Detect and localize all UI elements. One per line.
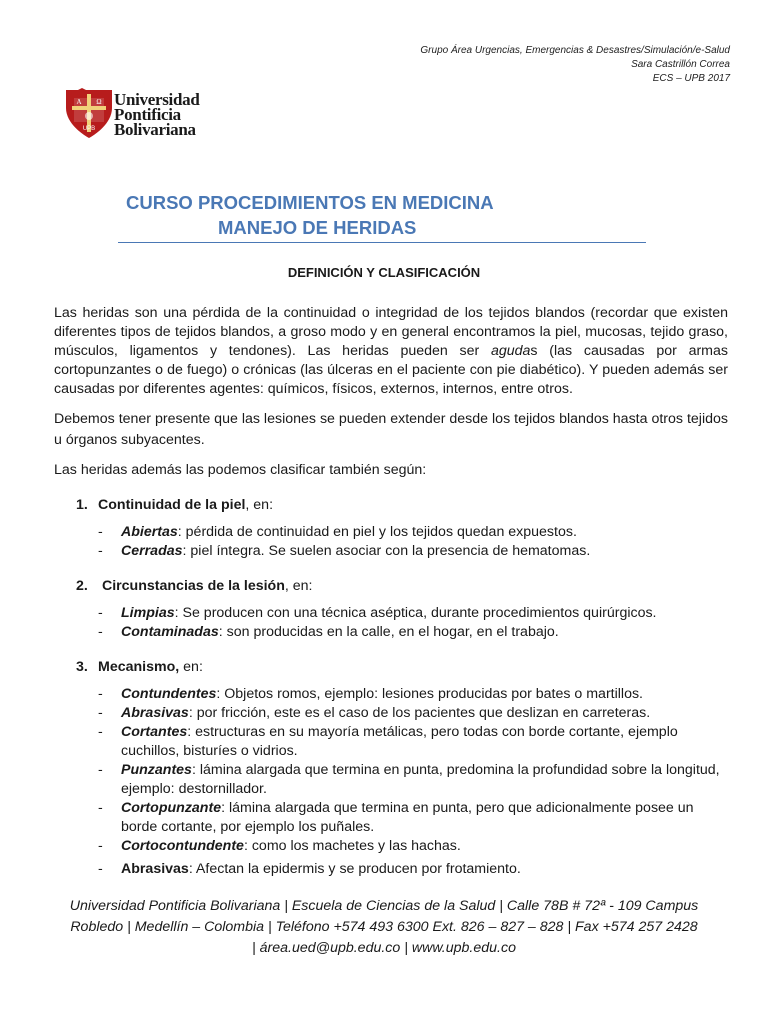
list-text: : son producidas en la calle, en el hogar, en el trabajo. bbox=[218, 624, 559, 640]
footer-line-1: Universidad Pontificia Bolivariana | Escuela de Ciencias de la Salud | Calle 78B # 72ª - 109 Campus bbox=[69, 898, 699, 914]
list-term: Cortocontundente bbox=[121, 838, 244, 854]
document-footer bbox=[44, 896, 724, 959]
shield-top-right: Ω bbox=[96, 98, 102, 106]
header-institution-line: ECS – UPB 2017 bbox=[652, 73, 730, 84]
list-term: Abrasivas bbox=[121, 861, 189, 877]
shield-bottom: UPB bbox=[82, 126, 96, 132]
item-number: 2. bbox=[76, 578, 88, 594]
intro-paragraph bbox=[54, 304, 728, 399]
course-title bbox=[126, 190, 646, 240]
numbered-heading bbox=[54, 658, 728, 677]
extension-paragraph: Debemos tener presente que las lesiones se pueden extender desde los tejidos blandos hasta otros tejidos u órganos subyacentes. bbox=[54, 411, 728, 448]
item-number: 1. bbox=[76, 497, 88, 513]
list-text: : por fricción, este es el caso de los pacientes que deslizan en carreteras. bbox=[188, 705, 651, 721]
list-item bbox=[54, 542, 728, 561]
list-term: Cortantes bbox=[121, 724, 188, 740]
list-text: : Objetos romos, ejemplo: lesiones producidas por bates o martillos. bbox=[216, 686, 643, 702]
intro-text-b: s (las causadas por armas cortopunzantes o de fuego) o crónicas (las úlceras en el paciente con pie diabético). Y pueden además ser causadas por diferentes agentes: químicos, físicos, externos, internos, entre otros. bbox=[54, 343, 728, 397]
list-text: : estructuras en su mayoría metálicas, pero todas con borde cortante, ejemplo cuchillos, bisturíes o vidrios. bbox=[121, 724, 678, 759]
footer-line-3: | área.ued@upb.edu.co | www.upb.edu.co bbox=[252, 940, 516, 956]
list-item bbox=[54, 704, 728, 723]
bullet-list bbox=[54, 523, 728, 561]
item-label: Continuidad de la piel bbox=[98, 497, 246, 513]
list-text: : como los machetes y las hachas. bbox=[243, 838, 461, 854]
list-text: : Se producen con una técnica aséptica, durante procedimientos quirúrgicos. bbox=[174, 605, 657, 621]
list-text: : pérdida de continuidad en piel y los tejidos quedan expuestos. bbox=[177, 524, 577, 540]
course-title-line-2: MANEJO DE HERIDAS bbox=[218, 217, 417, 238]
classification-section-3 bbox=[54, 658, 728, 879]
intro-emphasis: aguda bbox=[490, 343, 531, 359]
title-divider bbox=[118, 242, 646, 243]
list-text: : Afectan la epidermis y se producen por frotamiento. bbox=[188, 861, 521, 877]
list-item bbox=[54, 604, 728, 623]
bullet-list bbox=[54, 685, 728, 879]
document-body bbox=[54, 304, 728, 879]
list-text: : piel íntegra. Se suelen asociar con la presencia de hematomas. bbox=[182, 543, 591, 559]
list-item bbox=[54, 685, 728, 704]
numbered-heading bbox=[54, 577, 728, 596]
list-term: Abrasivas bbox=[121, 705, 189, 721]
header-author-line: Sara Castrillón Correa bbox=[631, 59, 730, 70]
logo-line-2: Pontificia bbox=[114, 105, 181, 124]
document-header bbox=[420, 44, 730, 86]
list-item bbox=[54, 799, 728, 837]
list-text: : lámina alargada que termina en punta, predomina la profundidad sobre la longitud, ejemplo: destornillador. bbox=[121, 762, 720, 797]
list-item bbox=[54, 761, 728, 799]
item-label: Circunstancias de la lesión bbox=[101, 578, 285, 594]
list-item bbox=[54, 860, 728, 879]
numbered-heading bbox=[54, 496, 728, 515]
list-term: Contaminadas bbox=[121, 624, 219, 640]
classification-paragraph: Las heridas además las podemos clasificar también según: bbox=[54, 462, 427, 478]
logo-wordmark bbox=[114, 92, 200, 137]
classification-section-2 bbox=[54, 577, 728, 642]
list-term: Cortopunzante bbox=[121, 800, 222, 816]
list-term: Limpias bbox=[121, 605, 175, 621]
item-suffix: , en: bbox=[245, 497, 274, 513]
item-suffix: , en: bbox=[284, 578, 313, 594]
university-logo bbox=[64, 88, 224, 140]
section-heading: DEFINICIÓN Y CLASIFICACIÓN bbox=[287, 265, 481, 280]
list-text: : lámina alargada que termina en punta, pero que adicionalmente posee un borde cortante, por ejemplo los puñales. bbox=[121, 800, 694, 835]
list-item bbox=[54, 623, 728, 642]
list-item bbox=[54, 837, 728, 856]
item-suffix: en: bbox=[179, 659, 203, 675]
list-item bbox=[54, 523, 728, 542]
shield-top-left: A bbox=[76, 98, 82, 106]
classification-section-1 bbox=[54, 496, 728, 561]
item-label: Mecanismo, bbox=[98, 659, 180, 675]
list-term: Contundentes bbox=[121, 686, 217, 702]
item-number: 3. bbox=[76, 659, 88, 675]
list-item bbox=[54, 723, 728, 761]
bullet-list bbox=[54, 604, 728, 642]
header-group-line: Grupo Área Urgencias, Emergencias & Desastres/Simulación/e-Salud bbox=[420, 45, 730, 56]
course-title-line-1: CURSO PROCEDIMIENTOS EN MEDICINA bbox=[126, 192, 494, 213]
intro-text-a: Las heridas son una pérdida de la continuidad o integridad de los tejidos blandos (recordar que existen diferentes tipos de tejidos blandos, a groso modo y en general encontramos la piel, mucosas, tejido graso, músculos, ligamentos y tendones). Las heridas pueden ser bbox=[54, 305, 728, 359]
logo-line-1: Universidad bbox=[114, 90, 200, 109]
footer-line-2: Robledo | Medellín – Colombia | Teléfono +574 493 6300 Ext. 826 – 827 – 828 | Fax +574 257 2428 bbox=[70, 919, 698, 935]
list-term: Punzantes bbox=[121, 762, 192, 778]
list-term: Cerradas bbox=[121, 543, 183, 559]
shield-logo-icon bbox=[64, 88, 114, 140]
logo-line-3: Bolivariana bbox=[114, 120, 196, 139]
list-term: Abiertas bbox=[121, 524, 178, 540]
